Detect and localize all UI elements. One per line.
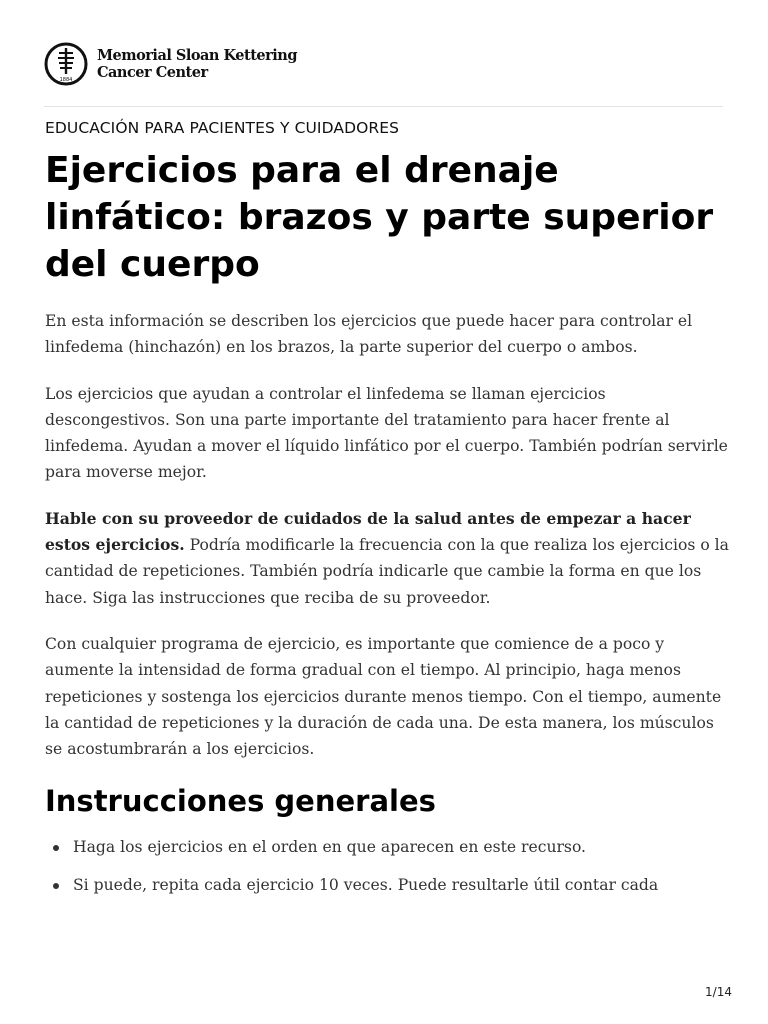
section-kicker: EDUCACIÓN PARA PACIENTES Y CUIDADORES: [45, 119, 400, 137]
logo-wordmark: [97, 47, 297, 81]
page-title: Ejercicios para el drenaje linfático: brazos y parte superior del cuerpo: [45, 150, 714, 285]
header-divider: [44, 106, 723, 107]
provider-paragraph: [45, 506, 735, 611]
descongestive-paragraph: Los ejercicios que ayudan a controlar el linfedema se llaman ejercicios descongestivos. Son una parte importante del tratamiento para hacer frente al linfedema. Ayudan a mover el líquido linfático por el cuerpo. También podrían servirle para moverse mejor.: [45, 384, 728, 482]
gradual-paragraph: Con cualquier programa de ejercicio, es importante que comience de a poco y aumente la intensidad de forma gradual con el tiempo. Al principio, haga menos repeticiones y sostenga los ejercicios durante menos tiempo. Con el tiempo, aumente la cantidad de repeticiones y la duración de cada una. De esta manera, los músculos se acostumbrarán a los ejercicios.: [45, 634, 722, 759]
list-item: Si puede, repita cada ejercicio 10 veces. Puede resultarle útil contar cada: [45, 872, 735, 898]
intro-paragraph: En esta información se describen los ejercicios que puede hacer para controlar el linfedema (hinchazón) en los brazos, la parte superior del cuerpo o ambos.: [45, 312, 693, 357]
logo-line-1: Memorial Sloan Kettering: [97, 47, 297, 64]
logo-year: 1884: [59, 77, 73, 83]
logo-line-2: Cancer Center: [97, 64, 208, 81]
main-content: [45, 308, 735, 910]
msk-emblem-icon: [44, 40, 88, 88]
section-heading: Instrucciones generales: [45, 784, 436, 819]
instructions-list: [45, 834, 735, 898]
list-item: Haga los ejercicios en el orden en que aparecen en este recurso.: [45, 834, 735, 860]
page-number: 1/14: [705, 985, 732, 999]
msk-logo: [44, 40, 297, 88]
provider-warning-bold: Hable con su proveedor de cuidados de la salud antes de empezar a hacer estos ejercicios.: [45, 508, 691, 555]
provider-paragraph-rest: Podría modificarle la frecuencia con la que realiza los ejercicios o la cantidad de repeticiones. También podría indicarle que cambie la forma en que los hace. Siga las instrucciones que reciba de su proveedor.: [45, 536, 729, 607]
